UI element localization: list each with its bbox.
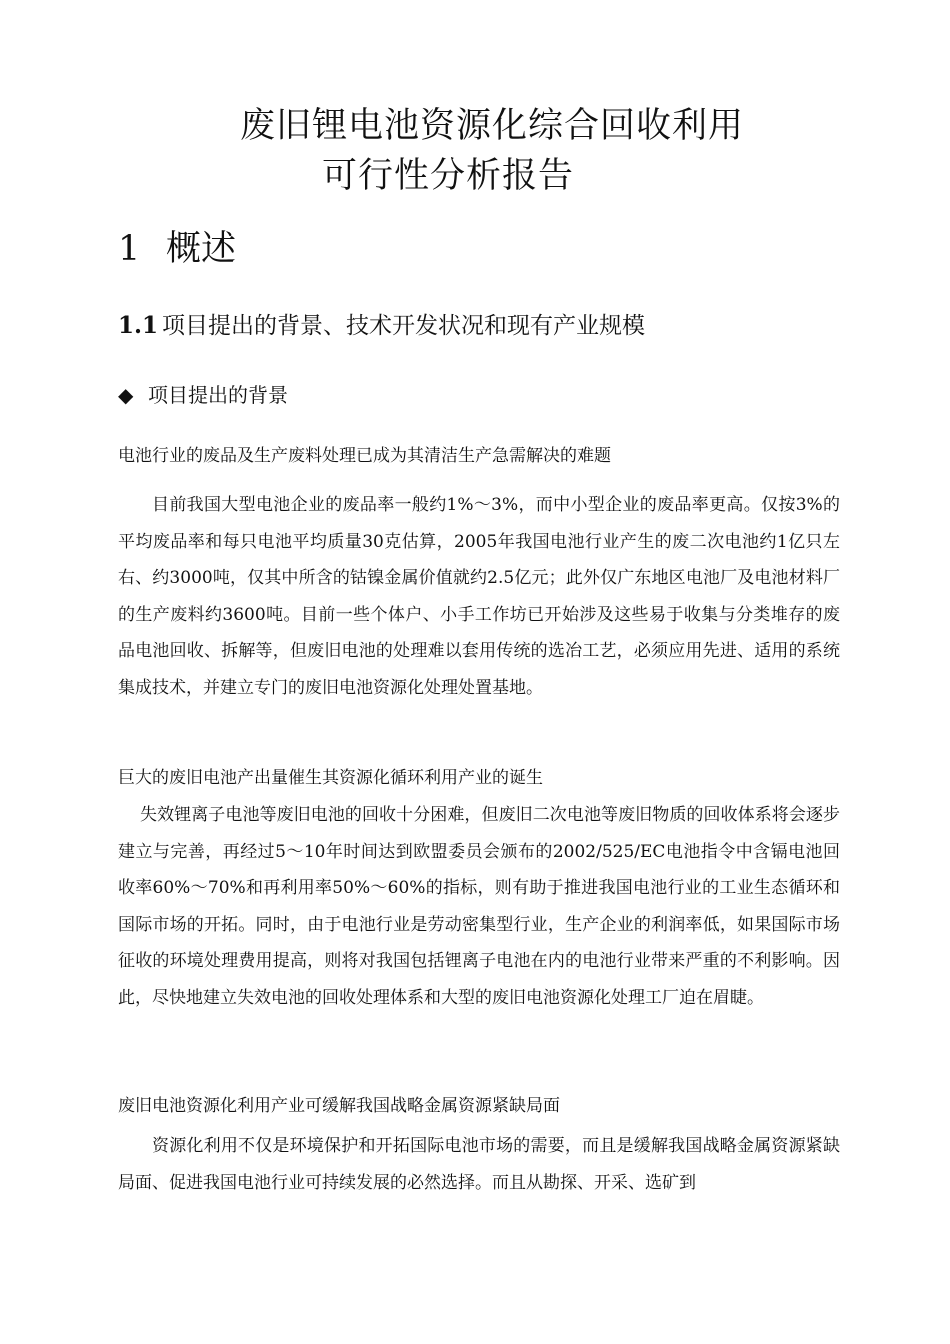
block-2-paragraph: 失效锂离子电池等废旧电池的回收十分困难，但废旧二次电池等废旧物质的回收体系将会逐步建立与完善，再经过5～10年时间达到欧盟委员会颁布的2002/525/EC电池指令中含镉电池回收率60%～70%和再利用率50%～60%的指标，则有助于推进我国电池行业的工业生态循环和国际市场的开拓。同时，由于电池行业是劳动密集型行业，生产企业的利润率低，如果国际市场征收的环境处理费用提高，则将对我国包括锂离子电池在内的电池行业带来严重的不利影响。因此，尽快地建立失效电池的回收处理体系和大型的废旧电池资源化处理工厂迫在眉睫。 bbox=[118, 805, 840, 1008]
section-1-1-title: 项目提出的背景、技术开发状况和现有产业规模 bbox=[162, 313, 646, 339]
subsection-title: 项目提出的背景 bbox=[148, 383, 288, 407]
block-1-heading: 电池行业的废品及生产废料处理已成为其清洁生产急需解决的难题 bbox=[118, 446, 611, 466]
block-3-heading: 废旧电池资源化利用产业可缓解我国战略金属资源紧缺局面 bbox=[118, 1096, 560, 1116]
report-title-line-1: 废旧锂电池资源化综合回收利用 bbox=[240, 106, 745, 146]
block-3-paragraph: 资源化利用不仅是环境保护和开拓国际电池市场的需要，而且是缓解我国战略金属资源紧缺局面、促进我国电池行业可持续发展的必然选择。而且从勘探、开采、选矿到 bbox=[118, 1136, 840, 1193]
section-1-heading bbox=[118, 226, 236, 272]
block-1-paragraph: 目前我国大型电池企业的废品率一般约1%～3%，而中小型企业的废品率更高。仅按3%的平均废品率和每只电池平均质量30克估算，2005年我国电池行业产生的废二次电池约1亿只左右、约3000吨，仅其中所含的钴镍金属价值就约2.5亿元；此外仅广东地区电池厂及电池材料厂的生产废料约3600吨。目前一些个体户、小手工作坊已开始涉及这些易于收集与分类堆存的废品电池回收、拆解等，但废旧电池的处理难以套用传统的选冶工艺，必须应用先进、适用的系统集成技术，并建立专门的废旧电池资源化处理处置基地。 bbox=[118, 495, 840, 698]
subsection-heading bbox=[118, 380, 288, 410]
block-2-heading: 巨大的废旧电池产出量催生其资源化循环利用产业的诞生 bbox=[118, 768, 543, 788]
diamond-bullet-icon: ◆ bbox=[118, 383, 134, 407]
section-1-title: 概述 bbox=[166, 229, 237, 269]
report-title-line-2: 可行性分析报告 bbox=[322, 156, 575, 196]
section-1-number: 1 bbox=[118, 229, 141, 269]
section-1-1-number: 1.1 bbox=[118, 312, 159, 339]
section-1-1-heading bbox=[118, 309, 645, 343]
